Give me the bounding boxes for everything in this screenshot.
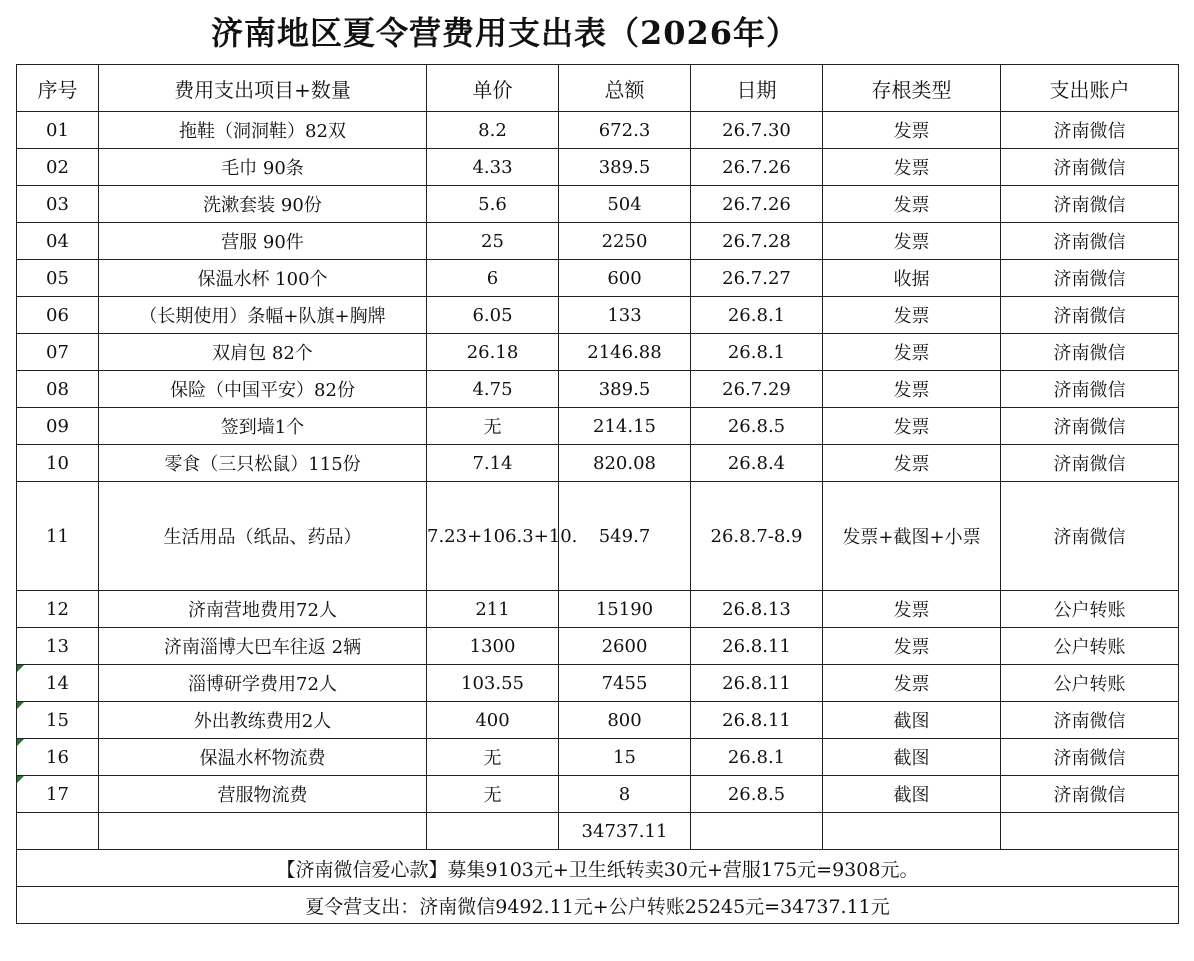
unit-price-cell[interactable]: 无 <box>427 739 559 776</box>
total-cell[interactable]: 504 <box>559 186 691 223</box>
date-cell[interactable]: 26.7.29 <box>691 371 823 408</box>
date-cell[interactable]: 26.8.1 <box>691 297 823 334</box>
date-cell[interactable]: 26.8.1 <box>691 739 823 776</box>
unit-price-cell[interactable]: 211 <box>427 591 559 628</box>
date-cell[interactable]: 26.7.28 <box>691 223 823 260</box>
account-cell[interactable]: 济南微信 <box>1001 149 1179 186</box>
date-cell[interactable]: 26.7.27 <box>691 260 823 297</box>
header-cell[interactable]: 费用支出项目+数量 <box>99 65 427 112</box>
row-number-cell[interactable] <box>17 776 99 813</box>
total-cell[interactable]: 2250 <box>559 223 691 260</box>
unit-price-cell[interactable]: 5.6 <box>427 186 559 223</box>
unit-price-cell[interactable]: 无 <box>427 776 559 813</box>
sum-total-cell[interactable]: 34737.11 <box>559 813 691 850</box>
stub-type-cell[interactable]: 发票 <box>823 445 1001 482</box>
table-row <box>17 186 1179 223</box>
stub-type-cell[interactable]: 发票 <box>823 665 1001 702</box>
stub-type-cell[interactable]: 发票 <box>823 149 1001 186</box>
unit-price-cell[interactable]: 6 <box>427 260 559 297</box>
total-cell[interactable]: 800 <box>559 702 691 739</box>
account-cell[interactable]: 济南微信 <box>1001 371 1179 408</box>
row-number-cell[interactable]: 09 <box>17 408 99 445</box>
row-number-cell[interactable]: 01 <box>17 112 99 149</box>
table-row <box>17 223 1179 260</box>
unit-price-cell[interactable]: 26.18 <box>427 334 559 371</box>
table-row <box>17 776 1179 813</box>
date-cell[interactable]: 26.8.1 <box>691 334 823 371</box>
header-cell[interactable]: 序号 <box>17 65 99 112</box>
total-cell[interactable]: 15190 <box>559 591 691 628</box>
item-cell[interactable]: 保险（中国平安）82份 <box>99 371 427 408</box>
row-number-cell[interactable]: 10 <box>17 445 99 482</box>
item-cell[interactable]: 生活用品（纸品、药品） <box>99 482 427 591</box>
item-cell[interactable]: 零食（三只松鼠）115份 <box>99 445 427 482</box>
empty-cell[interactable] <box>99 813 427 850</box>
total-cell[interactable]: 820.08 <box>559 445 691 482</box>
table-row <box>17 408 1179 445</box>
row-number-cell[interactable]: 13 <box>17 628 99 665</box>
unit-price-cell[interactable]: 6.05 <box>427 297 559 334</box>
item-cell[interactable]: 拖鞋（洞洞鞋）82双 <box>99 112 427 149</box>
row-number-cell[interactable]: 03 <box>17 186 99 223</box>
row-number-label: 15 <box>46 709 69 731</box>
total-cell[interactable]: 7455 <box>559 665 691 702</box>
empty-cell[interactable] <box>823 813 1001 850</box>
stub-type-cell[interactable]: 发票 <box>823 186 1001 223</box>
table-row <box>17 591 1179 628</box>
date-cell[interactable]: 26.8.4 <box>691 445 823 482</box>
item-cell[interactable]: 淄博研学费用72人 <box>99 665 427 702</box>
account-cell[interactable]: 公户转账 <box>1001 591 1179 628</box>
item-cell[interactable]: 营服 90件 <box>99 223 427 260</box>
table-row <box>17 445 1179 482</box>
table-row <box>17 149 1179 186</box>
stub-type-cell[interactable]: 收据 <box>823 260 1001 297</box>
unit-price-cell[interactable]: 4.75 <box>427 371 559 408</box>
row-number-cell[interactable]: 05 <box>17 260 99 297</box>
row-number-cell[interactable] <box>17 702 99 739</box>
unit-price-cell[interactable]: 7.23+106.3+10. <box>427 482 559 591</box>
item-cell[interactable]: 营服物流费 <box>99 776 427 813</box>
row-number-label: 14 <box>46 672 69 694</box>
row-number-cell[interactable]: 04 <box>17 223 99 260</box>
total-cell[interactable]: 600 <box>559 260 691 297</box>
stub-type-cell[interactable]: 发票 <box>823 591 1001 628</box>
table-row <box>17 371 1179 408</box>
account-cell[interactable]: 公户转账 <box>1001 628 1179 665</box>
cell-marker-icon <box>17 702 24 709</box>
table-row <box>17 665 1179 702</box>
total-cell[interactable]: 15 <box>559 739 691 776</box>
date-cell[interactable]: 26.8.5 <box>691 776 823 813</box>
donation-note-cell[interactable]: 【济南微信爱心款】募集9103元+卫生纸转卖30元+营服175元=9308元。 <box>17 850 1179 887</box>
donation-note-row <box>17 850 1179 887</box>
account-cell[interactable]: 济南微信 <box>1001 186 1179 223</box>
cell-marker-icon <box>17 776 24 783</box>
account-cell[interactable]: 济南微信 <box>1001 297 1179 334</box>
item-cell[interactable]: 毛巾 90条 <box>99 149 427 186</box>
stub-type-cell[interactable]: 发票+截图+小票 <box>823 482 1001 591</box>
unit-price-cell[interactable]: 7.14 <box>427 445 559 482</box>
stub-type-cell[interactable]: 截图 <box>823 739 1001 776</box>
stub-type-cell[interactable]: 发票 <box>823 334 1001 371</box>
total-cell[interactable]: 133 <box>559 297 691 334</box>
account-cell[interactable]: 济南微信 <box>1001 260 1179 297</box>
header-cell[interactable]: 总额 <box>559 65 691 112</box>
header-cell[interactable]: 单价 <box>427 65 559 112</box>
row-number-label: 17 <box>46 783 69 805</box>
row-number-cell[interactable]: 08 <box>17 371 99 408</box>
account-cell[interactable]: 公户转账 <box>1001 665 1179 702</box>
date-cell[interactable]: 26.8.11 <box>691 665 823 702</box>
item-cell[interactable]: （长期使用）条幅+队旗+胸牌 <box>99 297 427 334</box>
cell-marker-icon <box>17 665 24 672</box>
account-cell[interactable]: 济南微信 <box>1001 445 1179 482</box>
expense-table <box>16 64 1179 924</box>
account-cell[interactable]: 济南微信 <box>1001 408 1179 445</box>
row-number-cell[interactable]: 12 <box>17 591 99 628</box>
date-cell[interactable]: 26.7.26 <box>691 186 823 223</box>
row-number-cell[interactable]: 06 <box>17 297 99 334</box>
table-row <box>17 628 1179 665</box>
empty-cell[interactable] <box>691 813 823 850</box>
item-cell[interactable]: 济南营地费用72人 <box>99 591 427 628</box>
total-cell[interactable]: 2146.88 <box>559 334 691 371</box>
row-number-label: 16 <box>46 746 69 768</box>
stub-type-cell[interactable]: 发票 <box>823 408 1001 445</box>
row-number-cell[interactable]: 02 <box>17 149 99 186</box>
date-cell[interactable]: 26.7.26 <box>691 149 823 186</box>
table-row <box>17 739 1179 776</box>
empty-cell[interactable] <box>17 813 99 850</box>
unit-price-cell[interactable]: 25 <box>427 223 559 260</box>
account-cell[interactable]: 济南微信 <box>1001 776 1179 813</box>
table-row <box>17 334 1179 371</box>
date-cell[interactable]: 26.8.11 <box>691 628 823 665</box>
row-number-cell[interactable] <box>17 739 99 776</box>
empty-cell[interactable] <box>1001 813 1179 850</box>
account-cell[interactable]: 济南微信 <box>1001 112 1179 149</box>
stub-type-cell[interactable]: 截图 <box>823 702 1001 739</box>
stub-type-cell[interactable]: 发票 <box>823 628 1001 665</box>
table-row <box>17 482 1179 591</box>
total-cell[interactable]: 672.3 <box>559 112 691 149</box>
account-cell[interactable]: 济南微信 <box>1001 482 1179 591</box>
stub-type-cell[interactable]: 发票 <box>823 112 1001 149</box>
unit-price-cell[interactable]: 无 <box>427 408 559 445</box>
unit-price-cell[interactable]: 103.55 <box>427 665 559 702</box>
unit-price-cell[interactable]: 4.33 <box>427 149 559 186</box>
date-cell[interactable]: 26.8.11 <box>691 702 823 739</box>
table-row <box>17 702 1179 739</box>
header-cell[interactable]: 支出账户 <box>1001 65 1179 112</box>
account-cell[interactable]: 济南微信 <box>1001 702 1179 739</box>
item-cell[interactable]: 签到墙1个 <box>99 408 427 445</box>
sheet-title: 济南地区夏令营费用支出表（2026年） <box>210 14 800 52</box>
account-cell[interactable]: 济南微信 <box>1001 223 1179 260</box>
item-cell[interactable]: 外出教练费用2人 <box>99 702 427 739</box>
total-cell[interactable]: 389.5 <box>559 149 691 186</box>
date-cell[interactable]: 26.8.13 <box>691 591 823 628</box>
sum-row <box>17 813 1179 850</box>
account-cell[interactable]: 济南微信 <box>1001 334 1179 371</box>
stub-type-cell[interactable]: 发票 <box>823 371 1001 408</box>
expense-note-cell[interactable]: 夏令营支出：济南微信9492.11元+公户转账25245元=34737.11元 <box>17 887 1179 924</box>
table-row <box>17 260 1179 297</box>
header-row <box>17 65 1179 112</box>
total-cell[interactable]: 389.5 <box>559 371 691 408</box>
row-number-cell[interactable]: 11 <box>17 482 99 591</box>
total-cell[interactable]: 8 <box>559 776 691 813</box>
row-number-cell[interactable] <box>17 665 99 702</box>
item-cell[interactable]: 保温水杯 100个 <box>99 260 427 297</box>
table-row <box>17 112 1179 149</box>
row-number-cell[interactable]: 07 <box>17 334 99 371</box>
date-cell[interactable]: 26.8.7-8.9 <box>691 482 823 591</box>
date-cell[interactable]: 26.7.30 <box>691 112 823 149</box>
unit-price-cell[interactable]: 400 <box>427 702 559 739</box>
unit-price-cell[interactable]: 1300 <box>427 628 559 665</box>
total-cell[interactable]: 549.7 <box>559 482 691 591</box>
total-cell[interactable]: 214.15 <box>559 408 691 445</box>
header-cell[interactable]: 日期 <box>691 65 823 112</box>
stub-type-cell[interactable]: 发票 <box>823 223 1001 260</box>
item-cell[interactable]: 洗漱套装 90份 <box>99 186 427 223</box>
account-cell[interactable]: 济南微信 <box>1001 739 1179 776</box>
header-cell[interactable]: 存根类型 <box>823 65 1001 112</box>
stub-type-cell[interactable]: 发票 <box>823 297 1001 334</box>
unit-price-cell[interactable]: 8.2 <box>427 112 559 149</box>
stub-type-cell[interactable]: 截图 <box>823 776 1001 813</box>
table-body <box>17 112 1179 813</box>
item-cell[interactable]: 济南淄博大巴车往返 2辆 <box>99 628 427 665</box>
empty-cell[interactable] <box>427 813 559 850</box>
table-row <box>17 297 1179 334</box>
expense-note-row <box>17 887 1179 924</box>
total-cell[interactable]: 2600 <box>559 628 691 665</box>
item-cell[interactable]: 双肩包 82个 <box>99 334 427 371</box>
date-cell[interactable]: 26.8.5 <box>691 408 823 445</box>
item-cell[interactable]: 保温水杯物流费 <box>99 739 427 776</box>
cell-marker-icon <box>17 739 24 746</box>
